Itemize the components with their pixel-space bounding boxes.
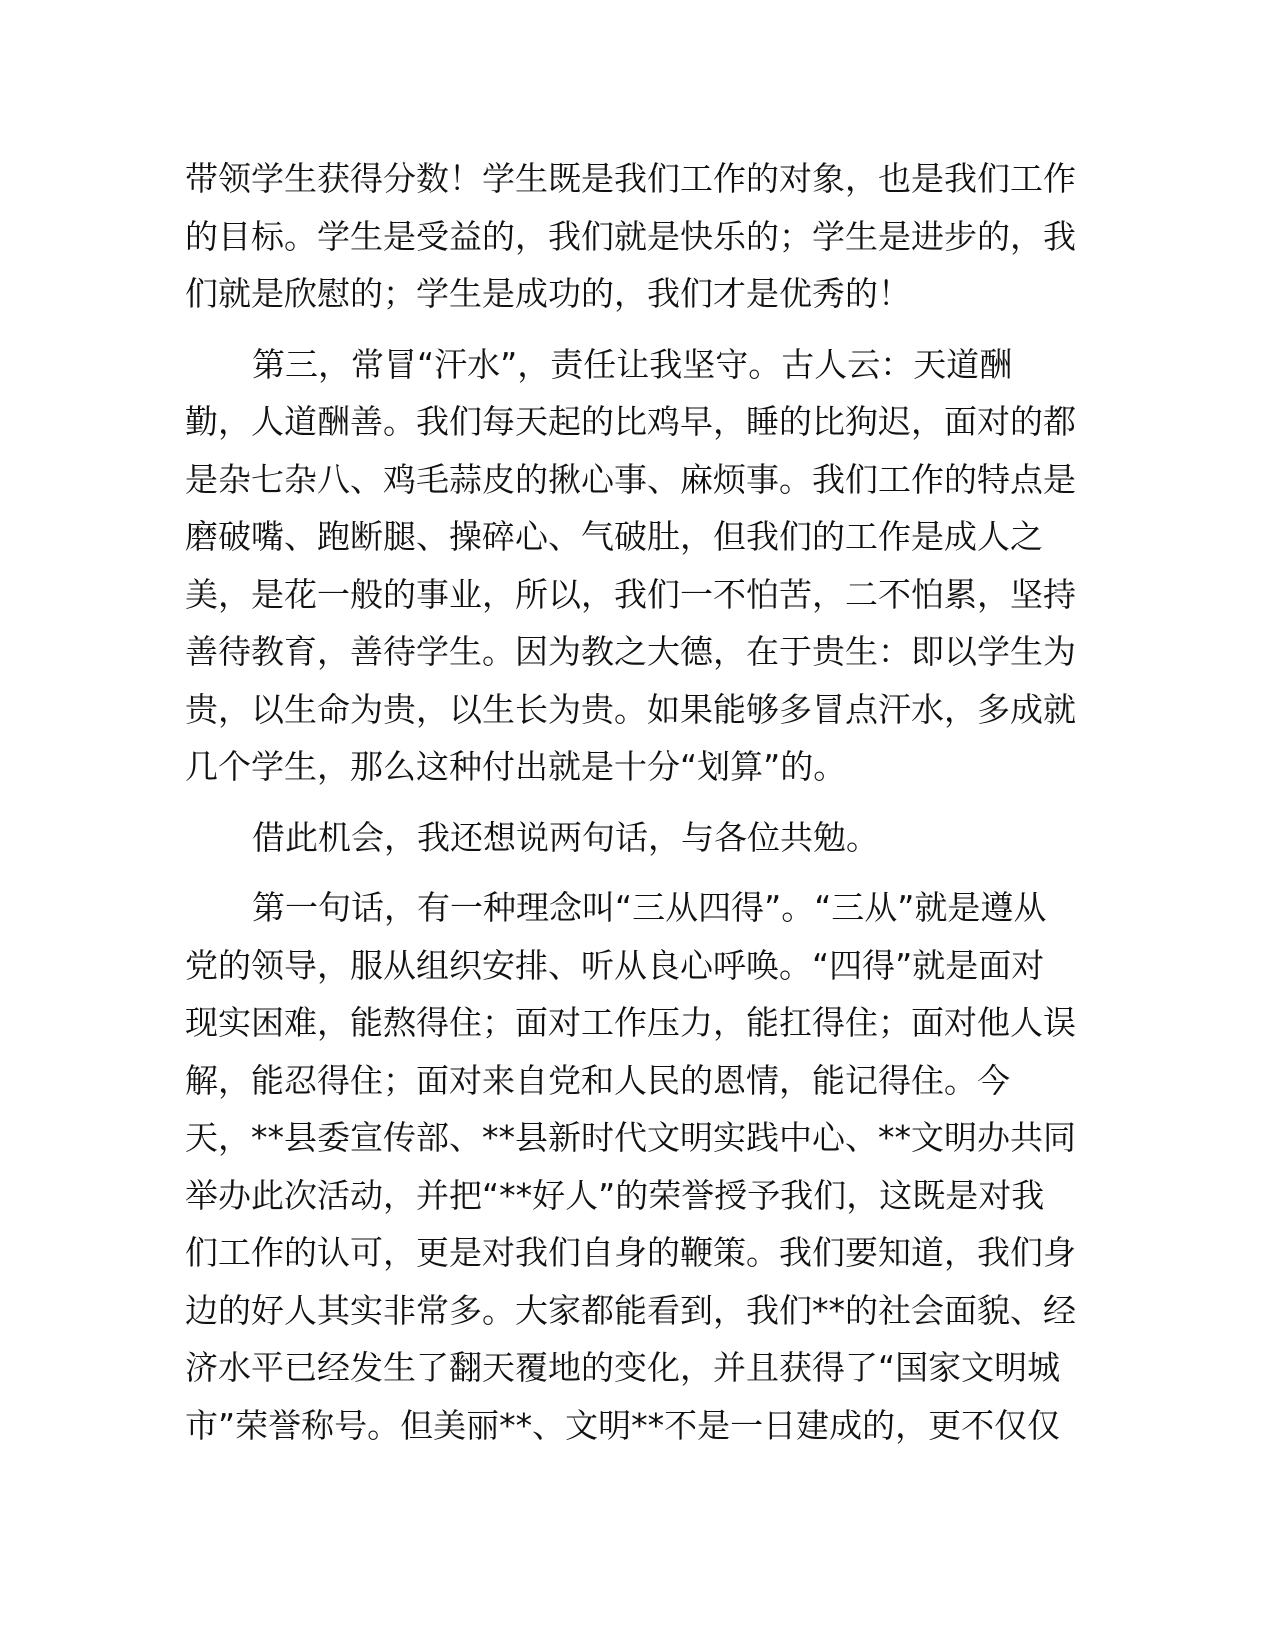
paragraph	[185, 336, 1085, 796]
text-line: 举办此次活动，并把“**好人”的荣誉授予我们，这既是对我	[185, 1175, 1045, 1215]
text-line: 们工作的认可，更是对我们自身的鞭策。我们要知道，我们身	[185, 1233, 1076, 1272]
paragraph	[185, 150, 1085, 323]
text-line: 勤，人道酬善。我们每天起的比鸡早，睡的比狗迟，面对的都	[185, 402, 1076, 441]
text-line: 边的好人其实非常多。大家都能看到，我们**的社会面貌、经	[185, 1290, 1076, 1330]
text-line: 善待教育，善待学生。因为教之大德，在于贵生：即以学生为	[185, 632, 1076, 671]
text-line: 几个学生，那么这种付出就是十分“划算”的。	[185, 747, 847, 786]
text-line: 借此机会，我还想说两句话，与各位共勉。	[252, 817, 879, 857]
text-line: 第三，常冒“汗水”，责任让我坚守。古人云：天道酬	[252, 344, 1013, 384]
paragraph	[185, 809, 1085, 867]
text-line: 现实困难，能熬得住；面对工作压力，能扛得住；面对他人误	[185, 1003, 1076, 1042]
text-line: 天，**县委宣传部、**县新时代文明实践中心、**文明办共同	[185, 1118, 1076, 1157]
text-line: 市”荣誉称号。但美丽**、文明**不是一日建成的，更不仅仅	[185, 1405, 1061, 1445]
text-line: 第一句话，有一种理念叫“三从四得”。“三从”就是遵从	[252, 888, 1047, 927]
text-line: 党的领导，服从组织安排、听从良心呼唤。“四得”就是面对	[185, 945, 1045, 985]
text-line: 磨破嘴、跑断腿、操碎心、气破肚，但我们的工作是成人之	[185, 517, 1043, 556]
paragraph	[185, 879, 1085, 1454]
text-line: 是杂七杂八、鸡毛蒜皮的揪心事、麻烦事。我们工作的特点是	[185, 459, 1076, 499]
text-line: 解，能忍得住；面对来自党和人民的恩情，能记得住。今	[185, 1060, 1010, 1100]
text-line: 们就是欣慰的；学生是成功的，我们才是优秀的！	[185, 274, 911, 313]
document-body	[185, 150, 1085, 1467]
text-line: 的目标。学生是受益的，我们就是快乐的；学生是进步的，我	[185, 216, 1076, 256]
text-line: 美，是花一般的事业，所以，我们一不怕苦，二不怕累，坚持	[185, 574, 1076, 614]
text-line: 济水平已经发生了翻天覆地的变化，并且获得了“国家文明城	[185, 1348, 1061, 1387]
text-line: 带领学生获得分数！学生既是我们工作的对象，也是我们工作	[185, 159, 1076, 198]
text-line: 贵，以生命为贵，以生长为贵。如果能够多冒点汗水，多成就	[185, 689, 1076, 729]
